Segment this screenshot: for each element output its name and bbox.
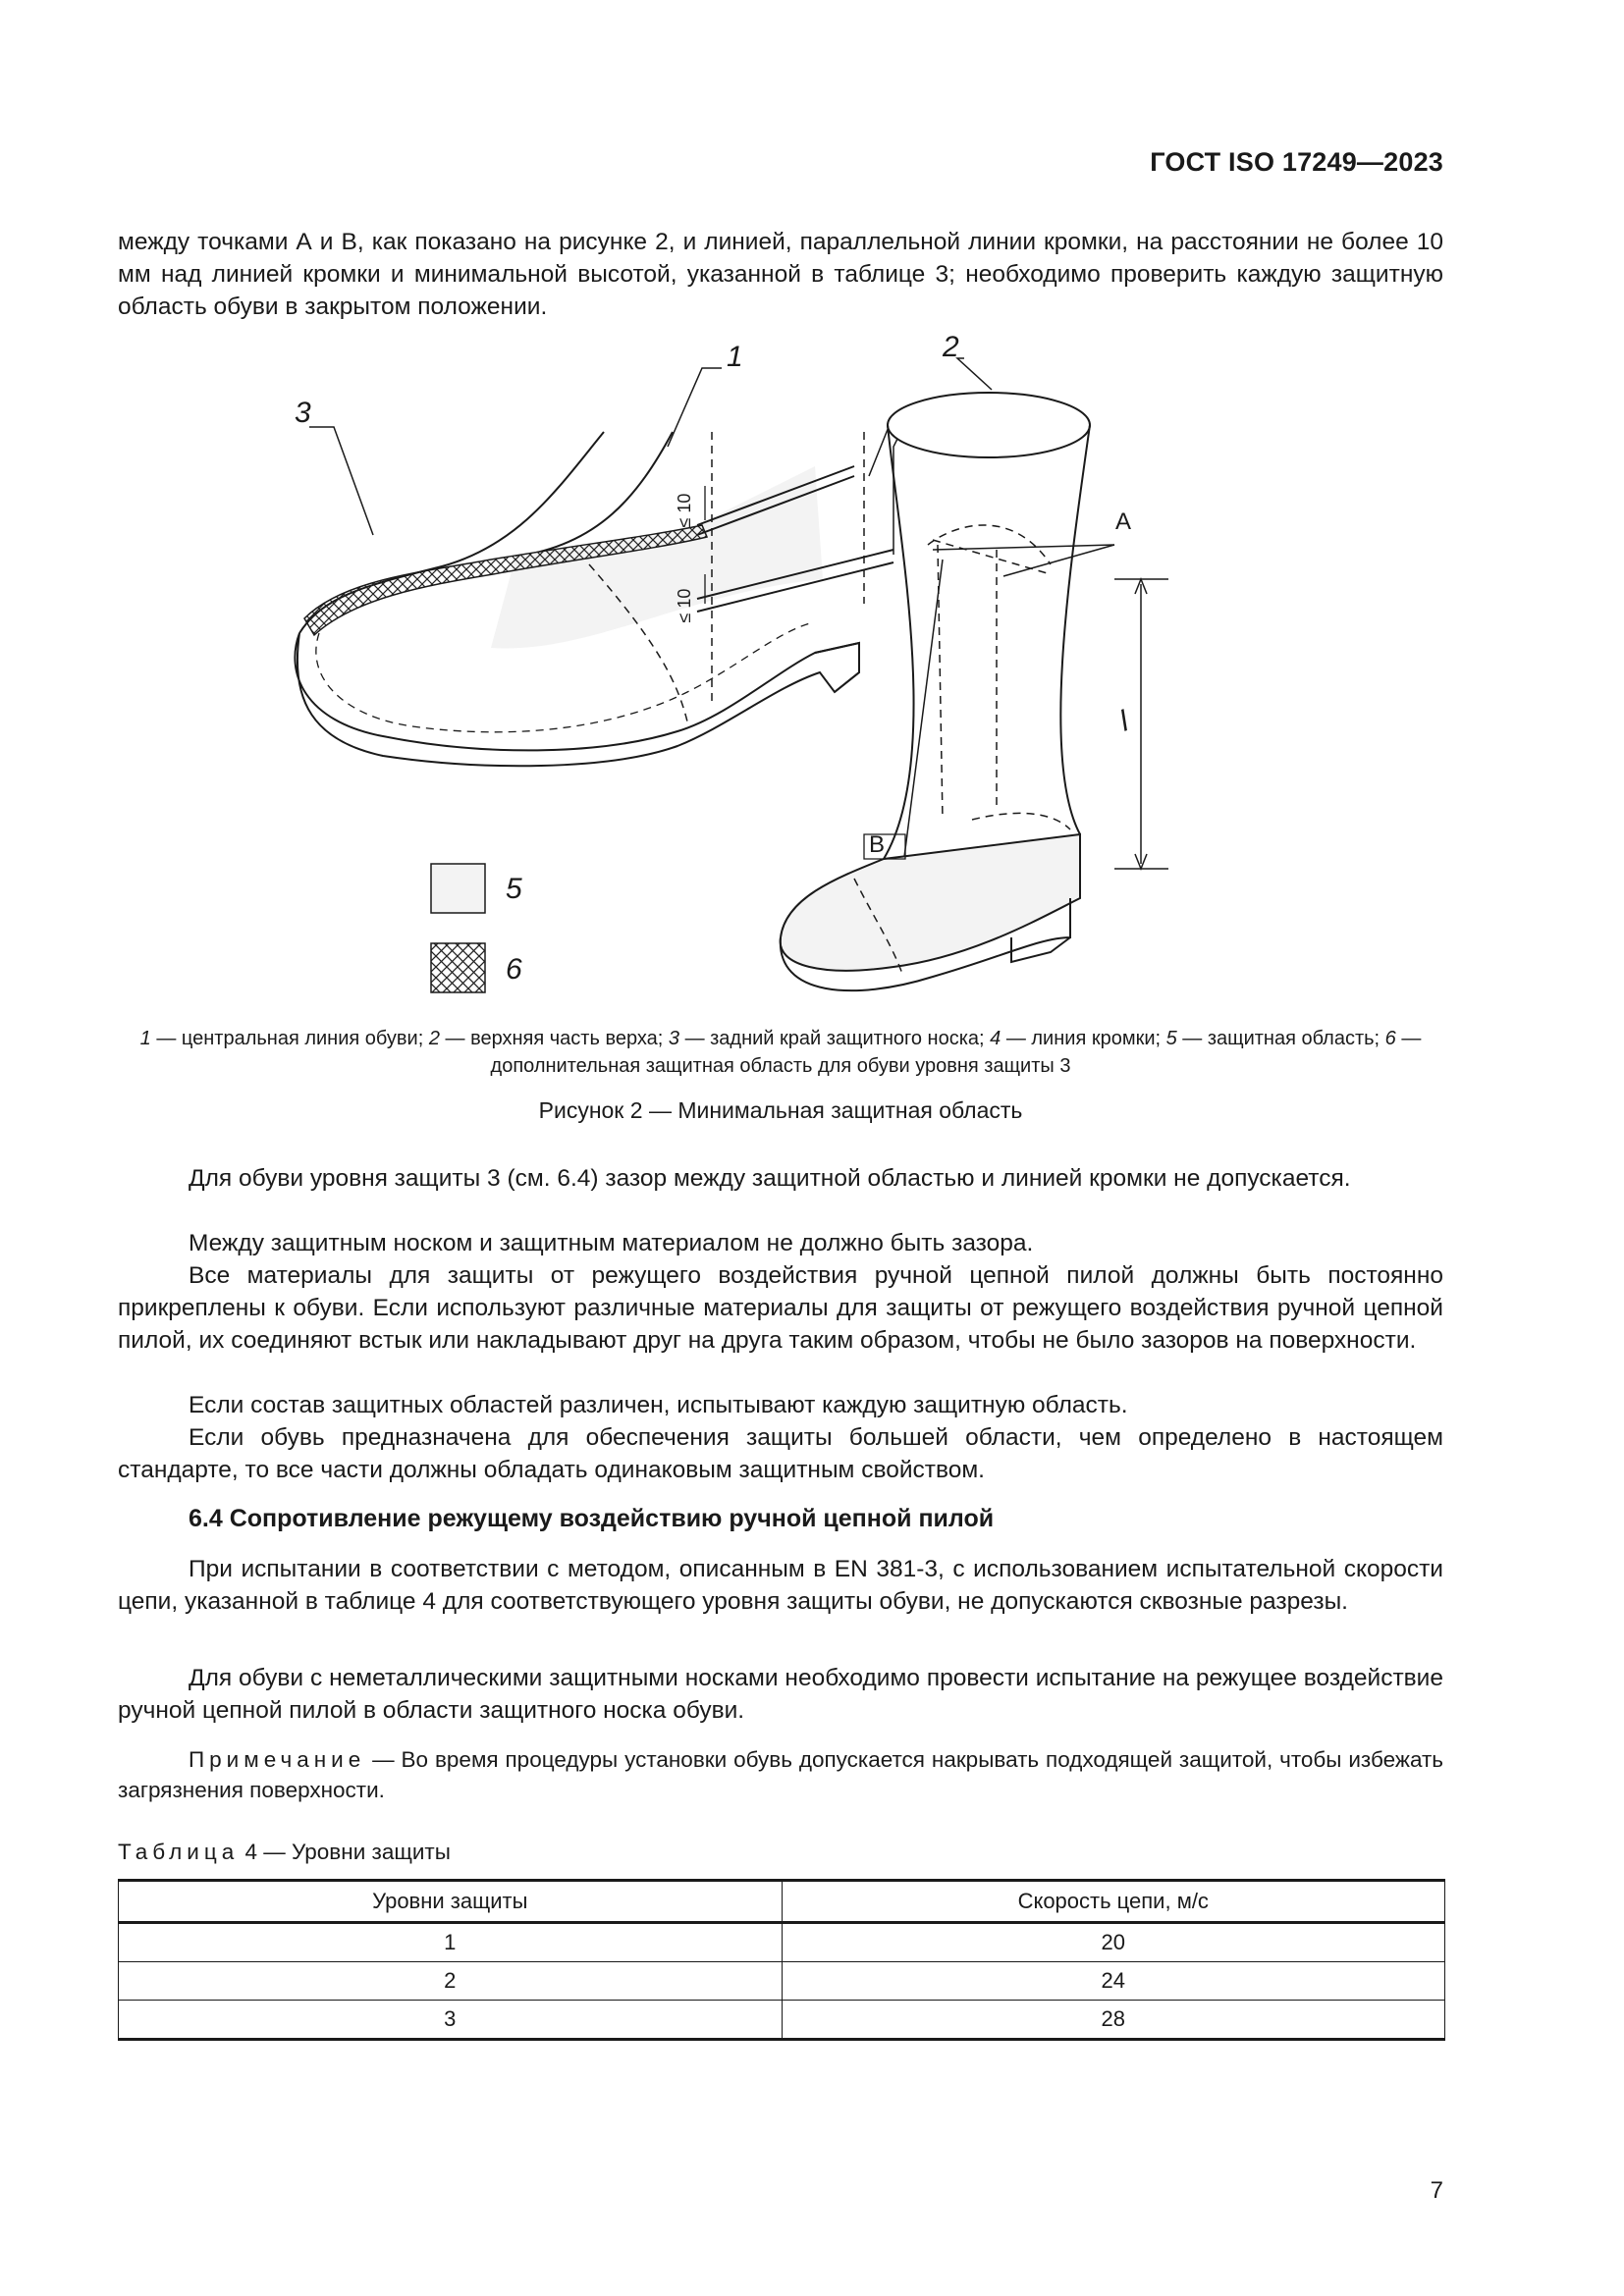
intro-paragraph: между точками А и В, как показано на рисунке 2, и линией, параллельной линии кромки, на расстоянии не более 10 мм над линией кромки и минимальной высотой, указанной в таблице 3; необходимо проверить каждую защитную область обуви в закрытом положении.	[118, 229, 1443, 320]
cell-speed: 28	[782, 2001, 1445, 2040]
section-heading-6-4: 6.4 Сопротивление режущему воздействию ручной цепной пилой	[189, 1505, 995, 1532]
swatch-additional-area	[431, 943, 485, 992]
cell-level: 1	[119, 1923, 783, 1962]
cell-speed: 24	[782, 1962, 1445, 2001]
table-row	[119, 1962, 1445, 2001]
note-label: Примечание	[189, 1747, 366, 1772]
document-code-header: ГОСТ ISO 17249—2023	[1150, 147, 1443, 177]
table-row	[119, 2001, 1445, 2040]
body-paragraph: Если состав защитных областей различен, испытывают каждую защитную область.	[189, 1392, 1128, 1418]
body-paragraph: Для обуви уровня защиты 3 (см. 6.4) зазор между защитной областью и линией кромки не допускается.	[189, 1165, 1351, 1192]
label-2: 2	[943, 331, 959, 363]
legend-swatches	[425, 859, 543, 1006]
cell-level: 3	[119, 2001, 783, 2040]
label-b: B	[869, 831, 886, 858]
figure-legend: 1 — центральная линия обуви; 2 — верхняя часть верха; 3 — задний край защитного носка; 4 — линия кромки; 5 — защитная область; 6 — дополнительная защитная область для обуви уровня защиты 3	[139, 1028, 1422, 1077]
table-header-row	[119, 1881, 1445, 1923]
section-paragraph: При испытании в соответствии с методом, описанным в EN 381-3, с использованием испытательной скорости цепи, указанной в таблице 4 для соответствующего уровня защиты обуви, не допускаются сквозные разрезы.	[118, 1556, 1443, 1615]
table-title: Таблица 4 — Уровни защиты	[118, 1840, 451, 1864]
header-chain-speed: Скорость цепи, м/с	[782, 1881, 1445, 1923]
protection-levels-table	[118, 1879, 1445, 2041]
body-paragraph: Между защитным носком и защитным материалом не должно быть зазора.	[189, 1230, 1034, 1256]
cell-speed: 20	[782, 1923, 1445, 1962]
label-a: A	[1115, 508, 1132, 535]
section-paragraph: Для обуви с неметаллическими защитными носками необходимо провести испытание на режущее воздействие ручной цепной пилой в области защитного носка обуви.	[118, 1665, 1443, 1724]
cell-level: 2	[119, 1962, 783, 2001]
label-6: 6	[506, 953, 522, 986]
note-paragraph: Примечание — Во время процедуры установки обувь допускается накрывать подходящей защитой, чтобы избежать загрязнения поверхности.	[118, 1747, 1443, 1802]
figure-2-footwear-diagram	[265, 331, 1267, 1016]
boot-drawing	[781, 393, 1090, 990]
figure-caption: Рисунок 2 — Минимальная защитная область	[538, 1097, 1023, 1123]
table-row	[119, 1923, 1445, 1962]
body-paragraph: Если обувь предназначена для обеспечения защиты большей области, чем определено в настоящем стандарте, то все части должны обладать одинаковым защитным свойством.	[118, 1424, 1443, 1483]
swatch-protective-area	[431, 864, 485, 913]
le10-top-label: ≤ 10	[675, 493, 694, 528]
page-number: 7	[1430, 2177, 1443, 2204]
header-protection-level: Уровни защиты	[119, 1881, 783, 1923]
shoe-drawing	[295, 432, 893, 766]
label-5: 5	[506, 873, 522, 905]
body-paragraph: Все материалы для защиты от режущего воздействия ручной цепной пилой должны быть постоянно прикреплены к обуви. Если используют различные материалы для защиты от режущего воздействия ручной цепной пилой, их соединяют встык или накладывают друг на друга таким образом, чтобы не было зазоров на поверхности.	[118, 1262, 1443, 1354]
label-3: 3	[295, 397, 311, 429]
label-1: 1	[727, 341, 743, 373]
le10-bottom-label: ≤ 10	[675, 588, 694, 623]
label-l: l	[1115, 705, 1133, 738]
